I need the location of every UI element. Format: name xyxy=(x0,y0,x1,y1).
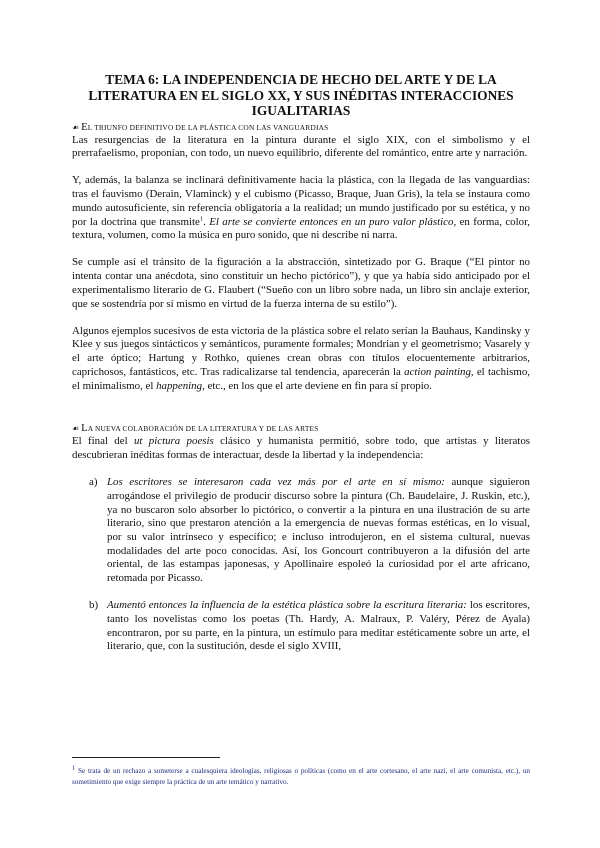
paragraph: Se cumple así el tránsito de la figuración a la abstracción, sintetizado por G. Braque (“El pintor no intenta contar una anécdota, sino constituir un hecho pictórico”), y que ya había sido anticipado por el experimentalismo literario de G. Flaubert (“Sueño con un libro sobre nada, un libro sin anclaje exterior, que se sostendría por sí mismo en virtud de la fuerza interna de su estilo”). xyxy=(72,256,530,310)
paragraph: El final del ut pictura poesis clásico y humanista permitió, sobre todo, que artistas y literatos descubrieran inéditas formas de interactuar, desde la libertad y la independencia: xyxy=(72,435,530,461)
title-text: LA INDEPENDENCIA DE HECHO DEL ARTE Y DE LA LITERATURA EN EL SIGLO XX, Y SUS INÉDITAS INTERACCIONES IGUALITARIAS xyxy=(88,72,514,118)
section-heading-2: ☙ LA NUEVA COLABORACIÓN DE LA LITERATURA Y DE LAS ARTES xyxy=(72,422,319,435)
footnote: $^1$ Se trata de un rechazo a someterse a cualesquiera ideologías, religiosas o políticas (como en el arte cortesano, el arte nazi, el arte comunista, etc.), un sometimiento que exige siempre la práctica de un arte temático y narrativo. xyxy=(72,764,530,787)
list-marker: b) xyxy=(89,599,99,612)
list-item: b) Aumentó entonces la influencia de la estética plástica sobre la escritura literaria: los escritores, tanto los novelistas como los poetas (Th. Hardy, A. Malraux, P. Valéry, Pérez de Ayala) encontraron, por su parte, en la pintura, un estímulo para meditar estéticamente sobre un arte, el literario, que, con la sustitución, desde el siglo XVIII, xyxy=(89,599,530,653)
fleuron-icon: ☙ xyxy=(72,122,80,132)
list-marker: a) xyxy=(89,476,98,489)
section-heading-1: ☙ EL TRIUNFO DEFINITIVO DE LA PLÁSTICA CON LAS VANGUARDIAS xyxy=(72,120,329,133)
footnote-ref[interactable]: 1 xyxy=(199,214,204,222)
fleuron-icon: ☙ xyxy=(72,424,80,434)
list-item: a) Los escritores se interesaron cada vez más por el arte en sí mismo: aunque siguieron arrogándose el privilegio de producir discurso sobre la pintura (Ch. Baudelaire, J. Ruskin, etc.), ya no buscaron solo absorber lo pictórico, o convertir a la pintura en una ilustración de su arte literario, sino que prestaron atención a la emergencia de nuevas formas estéticas, en lo visual, por su valor intrínseco y específico; e incluso introdujeron, en el sistema cultural, nuevas modalidades del arte poco conocidas. Así, los Goncourt contribuyeron a la difusión del arte oriental, de las estampas japonesas, y Apollinaire espoleó la curiosidad por el arte africano, retomada por Picasso. xyxy=(89,476,530,585)
title-label: TEMA 6 xyxy=(105,72,155,87)
paragraph: Algunos ejemplos sucesivos de esta victoria de la plástica sobre el relato serían la Bauhaus, Kandinsky y Klee y sus juegos sintácticos y semánticos, puramente formales; Mondrian y el geometrismo; Vasarely y el arte óptico; Hartung y Rothko, quienes crean obras con títulos elocuentemente arbitrarios, caprichosos, fantásticos, etc. Tras radicalizarse tal tendencia, aparecerán la action painting, el tachismo, el minimalismo, el happening, etc., en los que el arte deviene en fin para sí propio. xyxy=(72,324,530,392)
page-title: TEMA 6: LA INDEPENDENCIA DE HECHO DEL ARTE Y DE LA LITERATURA EN EL SIGLO XX, Y SUS INÉDITAS INTERACCIONES IGUALITARIAS xyxy=(88,72,514,118)
document-page xyxy=(72,72,530,654)
ordered-list xyxy=(72,476,530,654)
paragraph: Las resurgencias de la literatura en la pintura durante el siglo XIX, con el simbolismo y el prerrafaelismo, proponían, con todo, un nuevo equilibrio, diferente del romántico, entre arte y narración. xyxy=(72,133,530,160)
footnote-separator xyxy=(72,757,220,758)
paragraph: Y, además, la balanza se inclinará definitivamente hacia la plástica, con la llegada de las vanguardias: tras el fauvismo (Derain, Vlaminck) y el cubismo (Picasso, Braque, Juan Gris), la tela se instaura como mundo autosuficiente, sin referencia obligatoria a la realidad; un mundo justificado por su estética, y no por la doctrina que transmite$^1$. El arte se convierte entonces en un puro valor plástico, en forma, color, textura, volumen, como la música en puro sonido, que ni describe ni narra. xyxy=(72,174,531,242)
footnote-mark: 1 xyxy=(72,764,76,772)
